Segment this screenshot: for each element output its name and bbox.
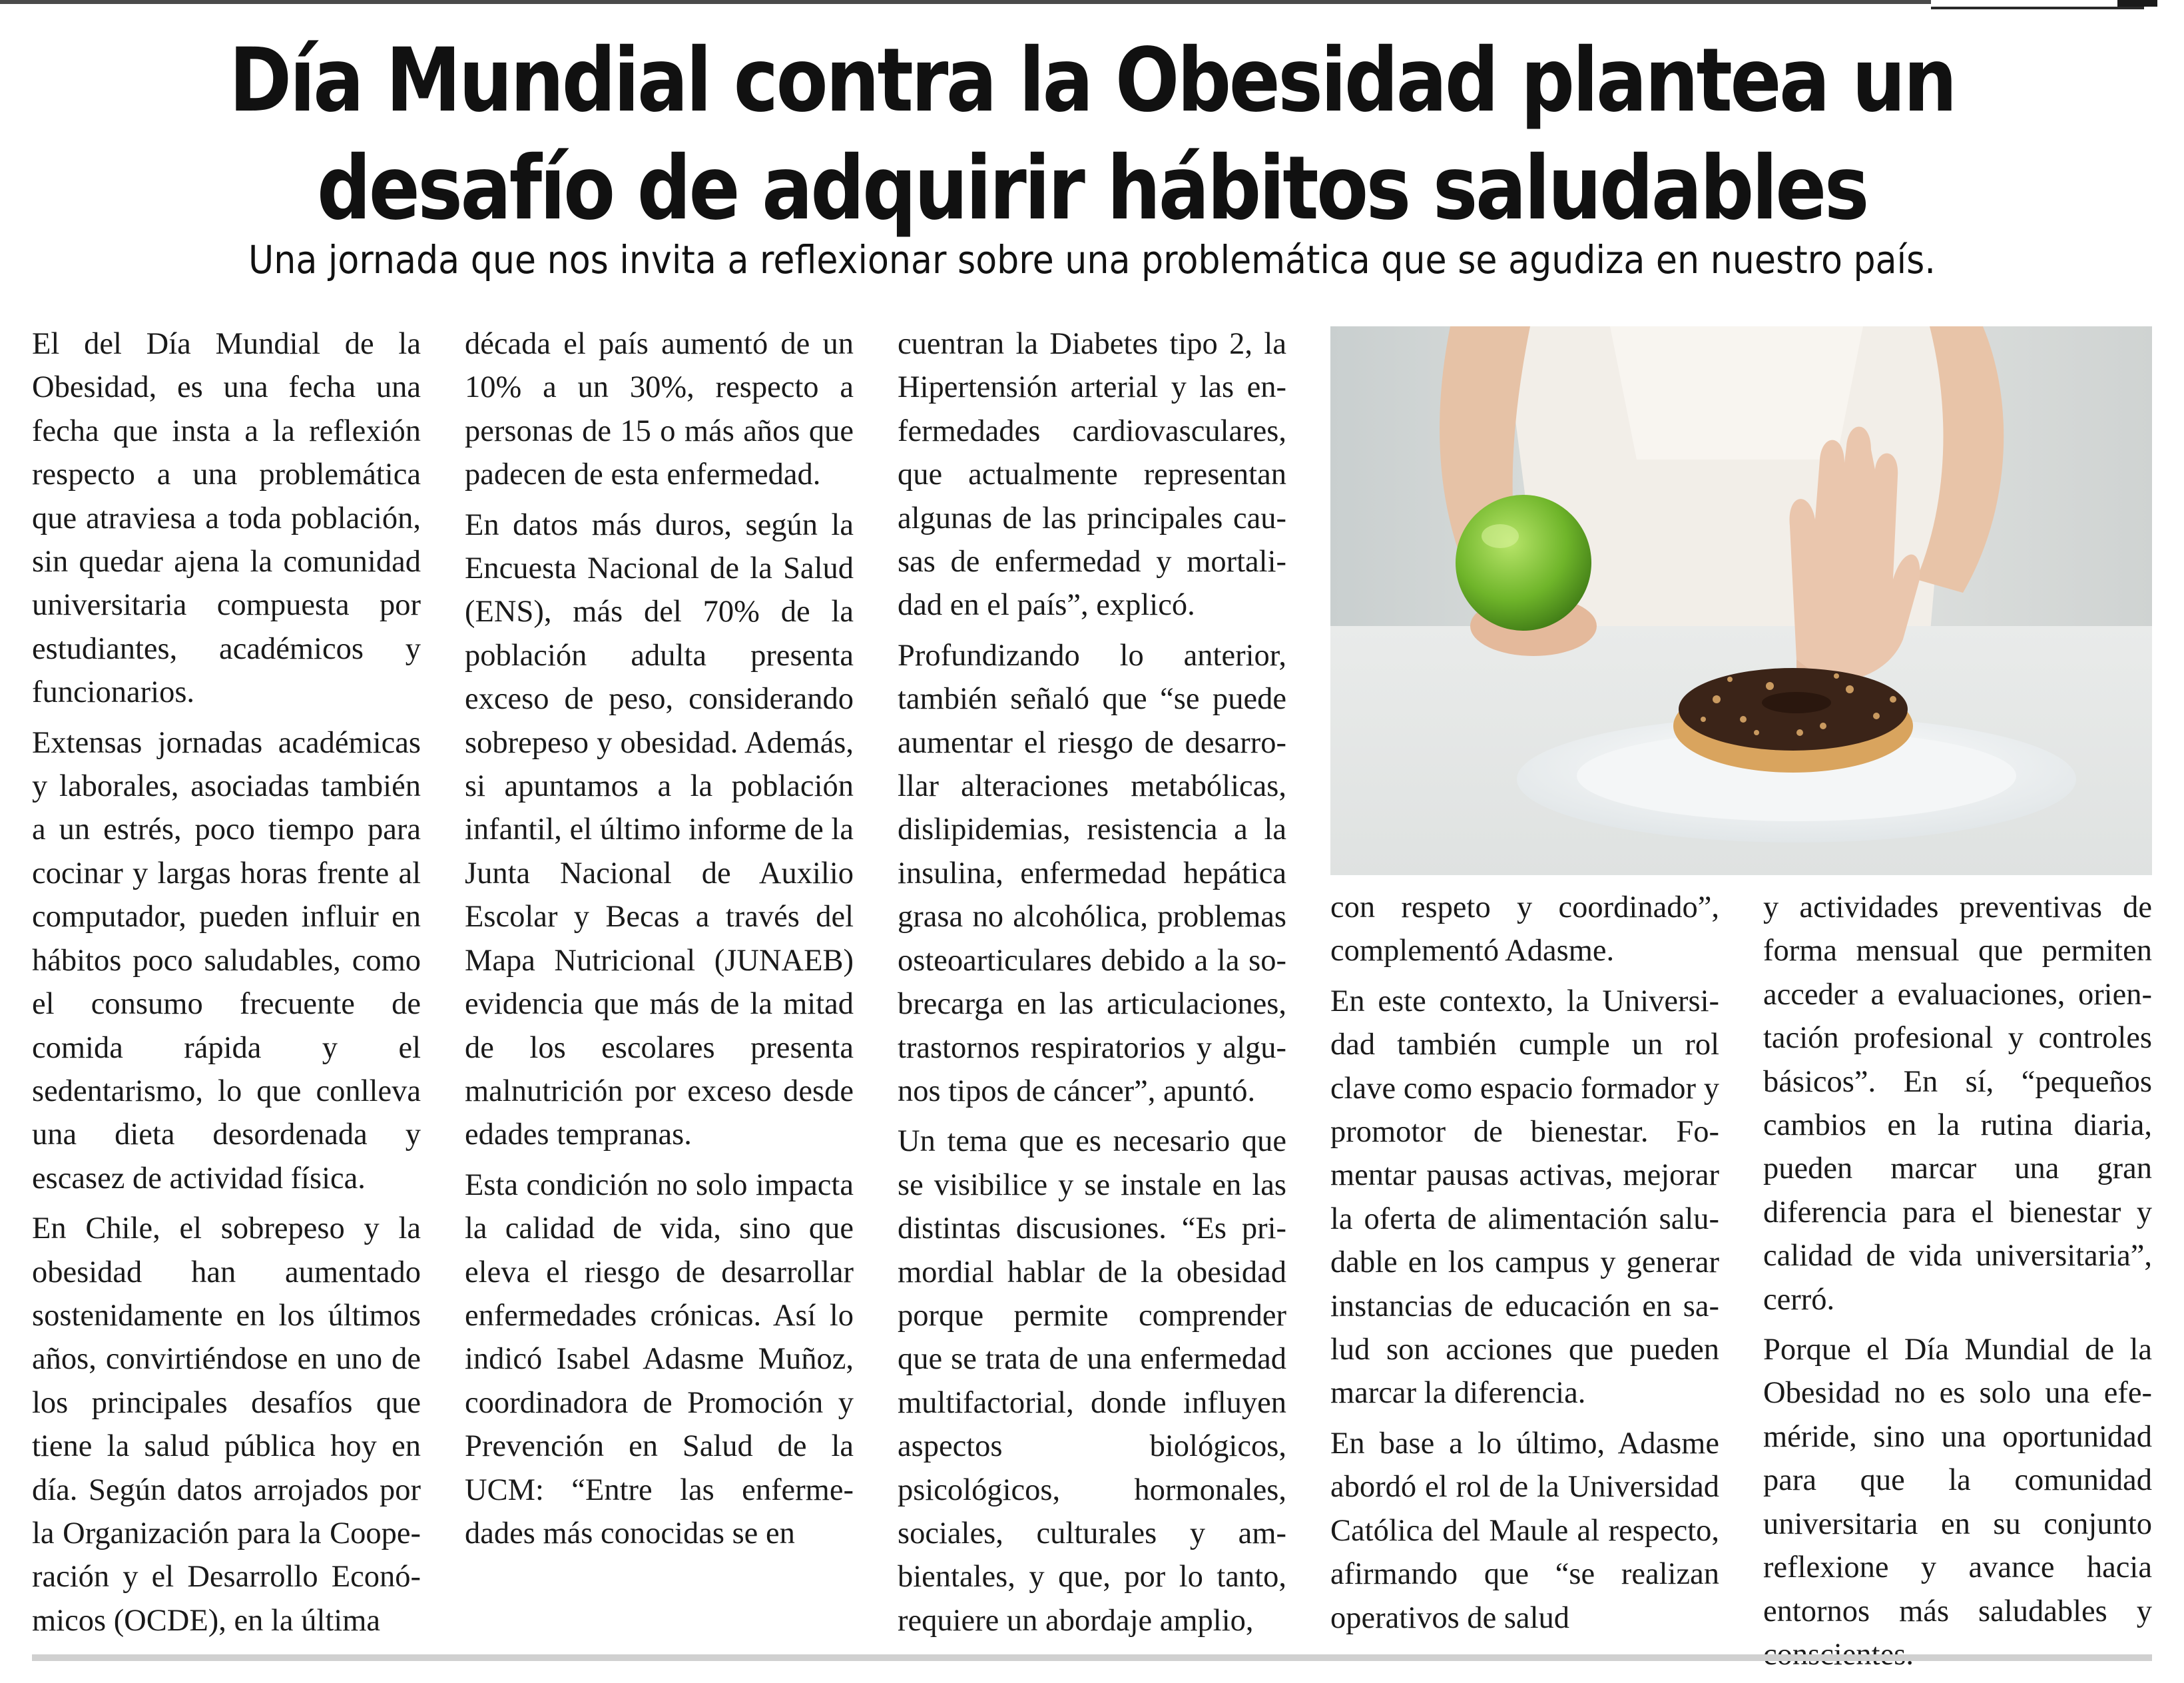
article-column-4	[1330, 886, 1719, 1646]
paragraph: Extensas jornadas académicas y laborales, asociadas también a un estrés, poco tiempo para cocinar y largas horas frente al computador, pueden influir en hábitos poco saludables, como el consumo frecuente de comida rápida y el sedentarismo, lo que conlleva una dieta desordenada y escasez de actividad física.	[32, 725, 421, 1195]
article-photo	[1330, 326, 2152, 875]
article-column-1	[32, 322, 421, 1649]
article-column-5	[1763, 886, 2152, 1683]
headline: Día Mundial contra la Obesidad plantea un desafío de adquirir hábitos saludables	[228, 29, 1956, 240]
paragraph: cuentran la Diabetes tipo 2, la Hipertensión arterial y las enfermedades cardiovasculares, que actualmente representan algunas de las principales causas de enfermedad y mortalidad en el país”, explicó.	[898, 327, 1286, 623]
section-tab	[1931, 0, 2144, 9]
paragraph: En datos más duros, según la Encuesta Nacional de la Salud (ENS), más del 70% de la población adulta presenta exceso de peso, considerando sobrepeso y obesidad. Además, si apuntamos a la población infantil, el último informe de la Junta Nacional de Auxilio Escolar y Becas a través del Mapa Nutricional (JUNAEB) evidencia que más de la mitad de los escolares presenta malnutrición por exceso desde edades tempranas.	[465, 507, 854, 1152]
paragraph: En este contexto, la Universidad también cumple un rol clave como espacio formador y promotor de bienestar. Fomentar pausas activas, mejorar la oferta de alimentación saludable en los campus y generar instancias de educación en salud son acciones que pueden marcar la diferencia.	[1330, 984, 1719, 1411]
paragraph: En Chile, el sobrepeso y la obesidad han aumentado sostenidamente en los últimos años, convirtiéndose en uno de los principales desafíos que tiene la salud pública hoy en día. Según datos arrojados por la Organización para la Cooperación y el Desarrollo Económicos (OCDE), en la última	[32, 1211, 421, 1638]
article-column-3	[898, 322, 1286, 1649]
corner-mark	[2117, 0, 2157, 7]
paragraph: y actividades preventivas de forma mensual que permiten acceder a evaluaciones, orientación profesional y controles básicos”. En sí, “pequeños cambios en la rutina diaria, pueden marcar una gran diferencia para el bienestar y calidad de vida universitaria”, cerró.	[1763, 890, 2152, 1317]
paragraph: Profundizando lo anterior, también señaló que “se puede aumentar el riesgo de desarrollar alteraciones metabólicas, dislipidemias, resistencia a la insulina, enfermedad hepática grasa no alcohólica, problemas osteoarticulares debido a la sobrecarga en las articulaciones, trastornos respiratorios y algunos tipos de cáncer”, apuntó.	[898, 638, 1286, 1108]
paragraph: En base a lo último, Adasme abordó el rol de la Universidad Católica del Maule al respecto, afirmando que “se realizan operativos de salud	[1330, 1426, 1719, 1635]
paragraph: El del Día Mundial de la Obesidad, es una fecha una fecha que insta a la reflexión respecto a una problemática que atraviesa a toda población, sin quedar ajena la comunidad universitaria compuesta por estudiantes, académicos y funcionarios.	[32, 327, 421, 710]
top-rule	[0, 0, 2144, 4]
subheadline: Una jornada que nos invita a reflexionar sobre una problemática que se agudiza en nuestro país.	[248, 237, 1936, 282]
bottom-rule	[32, 1654, 2152, 1661]
paragraph: Porque el Día Mundial de la Obesidad no es solo una efeméride, sino una oportunidad para que la comunidad universitaria en su conjunto reflexione y avance hacia entornos más saludables y	[1763, 1333, 2152, 1628]
article-column-2	[465, 322, 854, 1562]
paragraph: con respeto y coordinado”, complementó Adasme.	[1330, 890, 1719, 968]
paragraph: Esta condición no solo impacta la calidad de vida, sino que eleva el riesgo de desarrollar enfermedades crónicas. Así lo indicó Isabel Adasme Muñoz, coordinadora de Promoción y Prevención en Salud de la UCM: “Entre las enfermedades más conocidas se en	[465, 1168, 854, 1550]
paragraph: década el país aumentó de un 10% a un 30%, respecto a personas de 15 o más años que padecen de esta enfermedad.	[465, 327, 854, 492]
paragraph: Un tema que es necesario que se visibilice y se instale en las distintas discusiones. “Es primordial hablar de la obesidad porque permite comprender que se trata de una enfermedad multifactorial, donde influyen aspectos biológicos, psicológicos, hormonales, sociales, culturales y ambientales, y que, por lo tanto, requiere un abordaje amplio,	[898, 1124, 1286, 1638]
